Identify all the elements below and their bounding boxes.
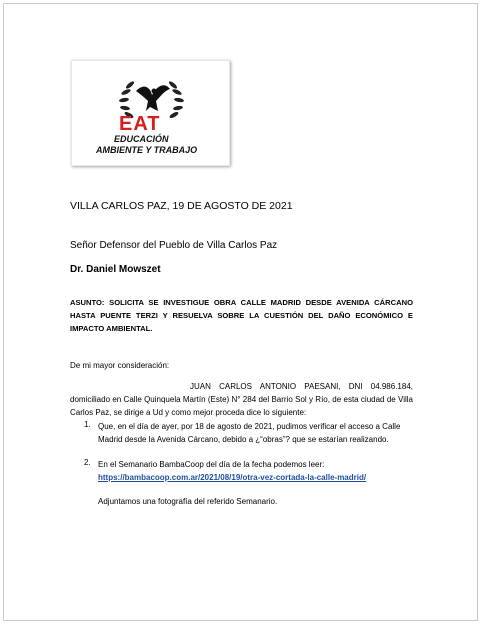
date-line: VILLA CARLOS PAZ, 19 DE AGOSTO DE 2021 (70, 200, 293, 212)
item-1-line-1: Que, en el día de ayer, por 18 de agosto de 2021, pudimos verificar el acceso a Calle (98, 422, 401, 431)
subject: ASUNTO: SOLICITA SE INVESTIGUE OBRA CALLE MADRID DESDE AVENIDA CÁRCANO HASTA PUENTE TERZI Y RESUELVA SOBRE LA CUESTIÓN DEL DAÑO ECONÓMICO E IMPACTO AMBIENTAL. (70, 298, 413, 333)
item-1-line-2: Madrid desde la Avenida Cárcano, debido a ¿“obras”? que se estarían realizando. (98, 435, 389, 444)
intro-rest: domiciliado en Calle Quinquela Martín (Este) N° 284 del Barrio Sol y Río, de esta ciudad de Villa Carlos Paz, se dirige a Ud y como mejor proceda dice lo siguiente: (70, 395, 413, 417)
logo-line-1: EDUCACIÓN (114, 134, 169, 144)
intro-paragraph (70, 380, 413, 419)
item-2-line-1: En el Semanario BambaCoop del día de la fecha podemos leer: (98, 460, 325, 469)
item-2-number: 2. (84, 458, 91, 467)
logo-line-2: AMBIENTE Y TRABAJO (96, 145, 198, 155)
recipient-name: Dr. Daniel Mowszet (70, 264, 161, 275)
intro-lead: JUAN CARLOS ANTONIO PAESANI, DNI 04.986.184, (190, 382, 413, 391)
item-1-number: 1. (84, 420, 91, 429)
semanario-link[interactable]: https://bambacoop.com.ar/2021/08/19/otra-vez-cortada-la-calle-madrid/ (98, 473, 367, 482)
logo-brand: EAT (119, 113, 161, 135)
greeting: De mi mayor consideración: (70, 361, 170, 370)
recipient-title: Señor Defensor del Pueblo de Villa Carlos Paz (70, 240, 278, 251)
closing-note: Adjuntamos una fotografía del referido Semanario. (98, 497, 278, 506)
eat-logo (71, 60, 230, 166)
